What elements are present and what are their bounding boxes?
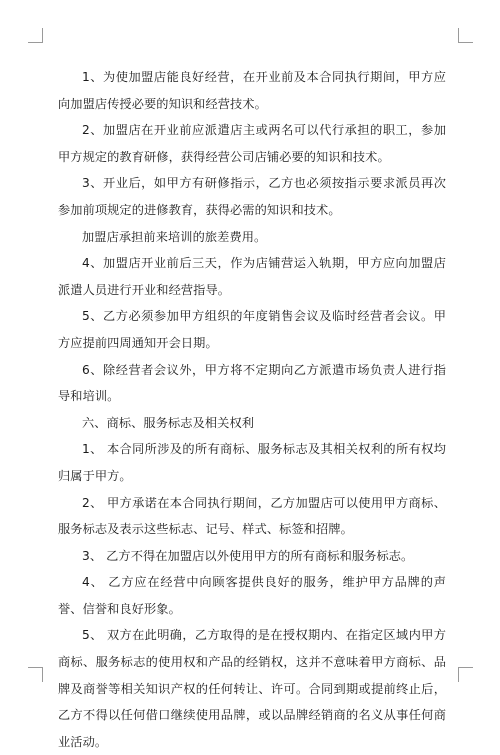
paragraph-training-3: 3、开业后，如甲方有研修指示，乙方也必须按指示要求派员再次参加前项规定的进修教育，获得必需的知识和技术。 <box>58 176 446 217</box>
paragraph-trademark-3: 3、 乙方不得在加盟店以外使用甲方的所有商标和服务标志。 <box>82 548 414 563</box>
section-heading-trademarks: 六、商标、服务标志及相关权利 <box>82 415 255 430</box>
crop-mark-bottom-right <box>458 667 473 682</box>
paragraph-training-5: 5、乙方必须参加甲方组织的年度销售会议及临时经营者会议。甲方应提前四周通知开会日期。 <box>58 309 446 350</box>
crop-mark-top-left <box>28 28 43 43</box>
paragraph-training-4: 4、加盟店开业前后三天，作为店铺营运入轨期，甲方应向加盟店派遣人员进行开业和经营指导。 <box>58 256 446 297</box>
paragraph-training-2: 2、加盟店在开业前应派遣店主或两名可以代行承担的职工，参加甲方规定的教育研修，获得经营公司店铺必要的知识和技术。 <box>58 123 446 164</box>
paragraph-trademark-5: 5、 双方在此明确，乙方取得的是在授权期内、在指定区域内甲方商标、服务标志的使用权和产品的经销权，这并不意味着甲方商标、品牌及商誉等相关知识产权的任何转让、许可。合同到期或提前终止后，乙方不得以任何借口继续使用品牌，或以品牌经销商的名义从事任何商业活动。 <box>58 628 446 749</box>
paragraph-training-1: 1、为使加盟店能良好经营，在开业前及本合同执行期间，甲方应向加盟店传授必要的知识和经营技术。 <box>58 70 446 111</box>
paragraph-training-6: 6、除经营者会议外，甲方将不定期向乙方派遣市场负责人进行指导和培训。 <box>58 362 446 404</box>
paragraph-trademark-1: 1、 本合同所涉及的所有商标、服务标志及其相关权利的所有权均归属于甲方。 <box>58 442 446 483</box>
paragraph-trademark-2: 2、 甲方承诺在本合同执行期间，乙方加盟店可以使用甲方商标、服务标志及表示这些标志、记号、样式、标签和招牌。 <box>58 495 446 537</box>
crop-mark-top-right <box>458 28 473 43</box>
paragraph-travel-expenses: 加盟店承担前来培训的旅差费用。 <box>82 229 267 244</box>
paragraph-trademark-4: 4、 乙方应在经营中向顾客提供良好的服务，维护甲方品牌的声誉、信誉和良好形象。 <box>58 575 446 616</box>
document-body <box>58 64 446 755</box>
crop-mark-bottom-left <box>28 667 43 682</box>
